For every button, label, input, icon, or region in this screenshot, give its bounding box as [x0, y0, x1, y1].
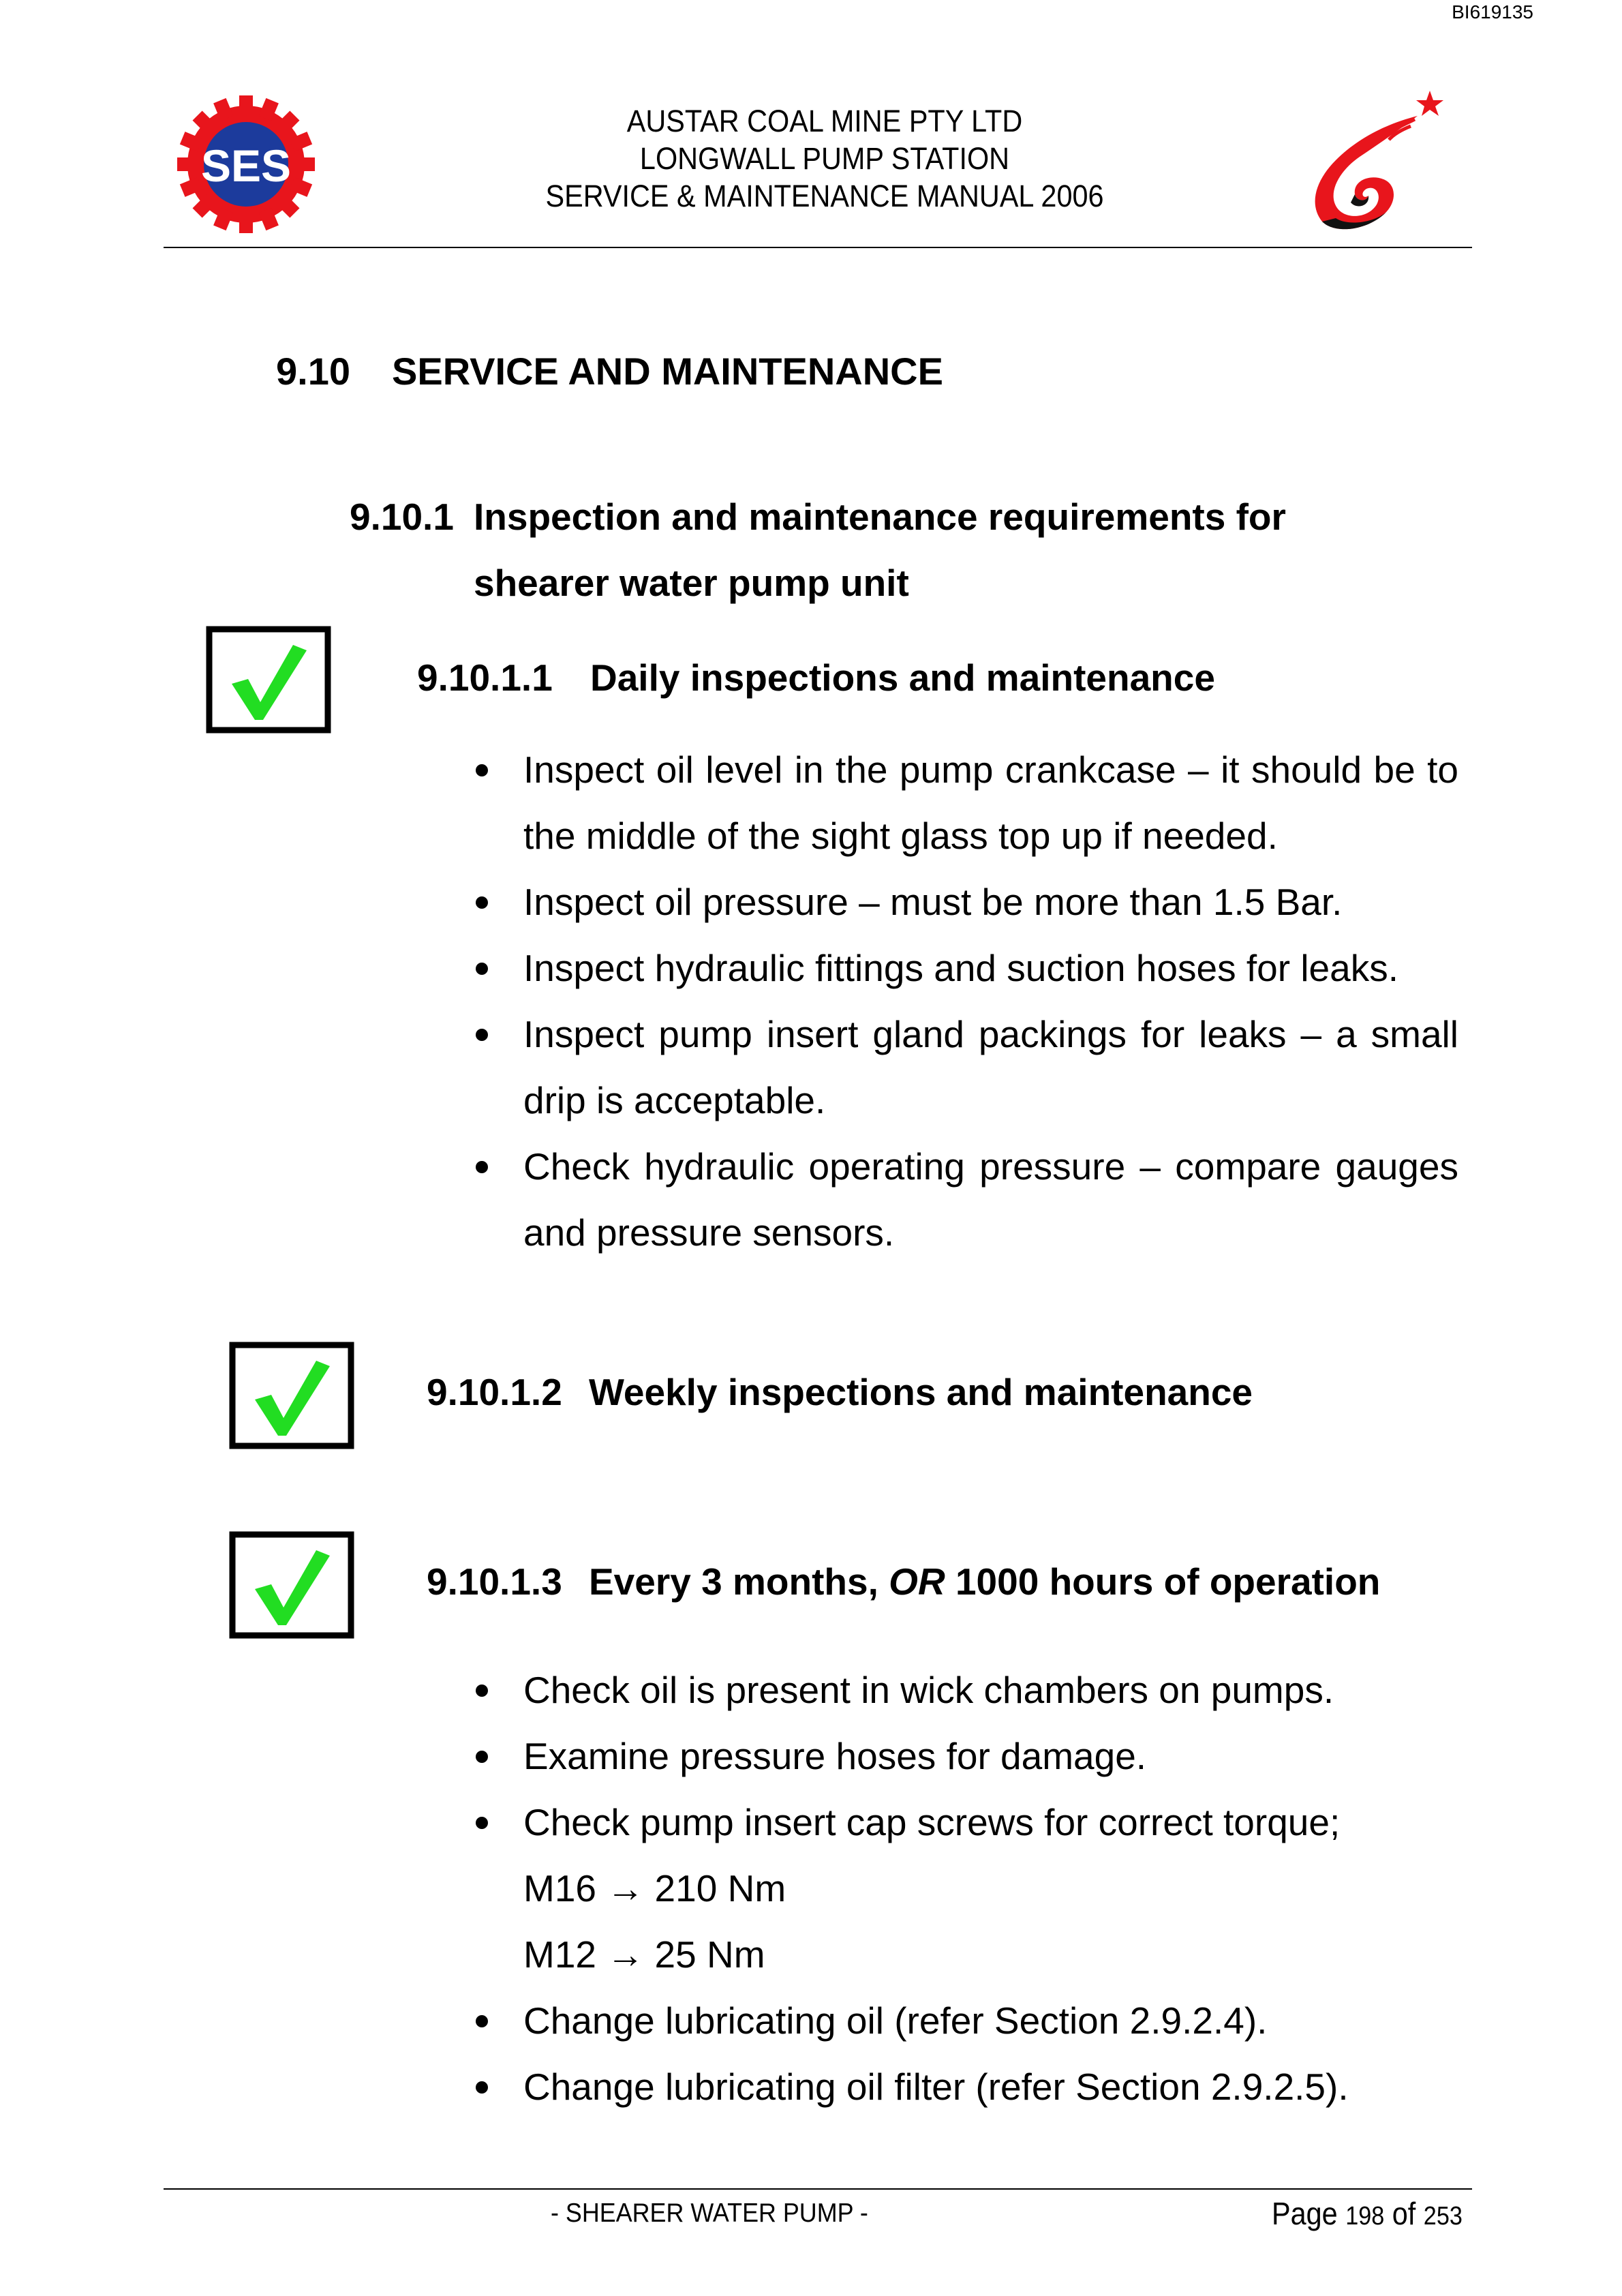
torque-m16: M16 → 210 Nm	[523, 1867, 786, 1909]
bullet-icon	[476, 1751, 488, 1763]
weekly-number: 9.10.1.2	[427, 1371, 562, 1413]
quarterly-heading	[427, 1560, 1380, 1603]
bullet-icon	[476, 2015, 488, 2027]
list-item: Inspect hydraulic fittings and suction hoses for leaks.	[470, 935, 1458, 1001]
list-item: Inspect oil level in the pump crankcase – it should be to the middle of the sight glass top up if needed.	[470, 737, 1458, 869]
quarterly-title-or: OR	[889, 1560, 945, 1603]
bullet-icon	[476, 2081, 488, 2094]
header-company: AUSTAR COAL MINE PTY LTD	[626, 104, 1023, 138]
subsection-heading	[350, 484, 1286, 616]
section-number: 9.10	[276, 350, 350, 393]
torque-m12: M12 → 25 Nm	[523, 1933, 765, 1976]
footer-title: - SHEARER WATER PUMP -	[551, 2199, 868, 2228]
section-title: SERVICE AND MAINTENANCE	[392, 350, 943, 393]
weekly-title: Weekly inspections and maintenance	[589, 1371, 1253, 1413]
bullet-icon	[476, 896, 488, 909]
daily-number: 9.10.1.1	[417, 656, 553, 699]
bullet-icon	[476, 764, 488, 776]
quarterly-title-post: 1000 hours of operation	[945, 1560, 1381, 1603]
document-id: BI619135	[1452, 1, 1533, 22]
page-number: Page 198 of 253	[1272, 2196, 1463, 2231]
quarterly-number: 9.10.1.3	[427, 1560, 562, 1603]
bullet-icon	[476, 1685, 488, 1697]
list-item: Check pump insert cap screws for correct torque; M16 → 210 Nm M12 → 25 Nm	[470, 1789, 1458, 1988]
quarterly-list	[470, 1657, 1458, 2120]
section-heading	[276, 349, 943, 393]
list-item: Change lubricating oil (refer Section 2.9.2.4).	[470, 1988, 1458, 2054]
header-manual: SERVICE & MAINTENANCE MANUAL 2006	[545, 179, 1104, 213]
footer-rule	[164, 2188, 1472, 2190]
ses-logo-text: SES	[200, 140, 292, 191]
daily-heading	[417, 656, 1215, 699]
daily-list	[470, 737, 1458, 1266]
list-item: Check hydraulic operating pressure – compare gauges and pressure sensors.	[470, 1134, 1458, 1266]
checkmark-icon	[229, 1531, 354, 1639]
weekly-heading	[427, 1370, 1253, 1414]
list-item: Change lubricating oil filter (refer Section 2.9.2.5).	[470, 2054, 1458, 2120]
subsection-number: 9.10.1	[350, 496, 454, 538]
list-item: Inspect pump insert gland packings for leaks – a small drip is acceptable.	[470, 1001, 1458, 1134]
flame-logo	[1295, 85, 1452, 232]
list-item: Check oil is present in wick chambers on pumps.	[470, 1657, 1458, 1723]
bullet-icon	[476, 1029, 488, 1041]
bullet-icon	[476, 963, 488, 975]
checkmark-icon	[206, 626, 331, 734]
bullet-icon	[476, 1817, 488, 1829]
daily-title: Daily inspections and maintenance	[590, 656, 1215, 699]
subsection-title-line2: shearer water pump unit	[474, 562, 909, 604]
header-station: LONGWALL PUMP STATION	[639, 141, 1010, 176]
bullet-icon	[476, 1161, 488, 1173]
checkmark-icon	[229, 1342, 354, 1449]
header-rule	[164, 247, 1472, 248]
quarterly-title-pre: Every 3 months,	[589, 1560, 889, 1603]
list-item: Inspect oil pressure – must be more than 1.5 Bar.	[470, 869, 1458, 935]
subsection-title-line1: Inspection and maintenance requirements for	[474, 496, 1286, 538]
list-item: Examine pressure hoses for damage.	[470, 1723, 1458, 1789]
